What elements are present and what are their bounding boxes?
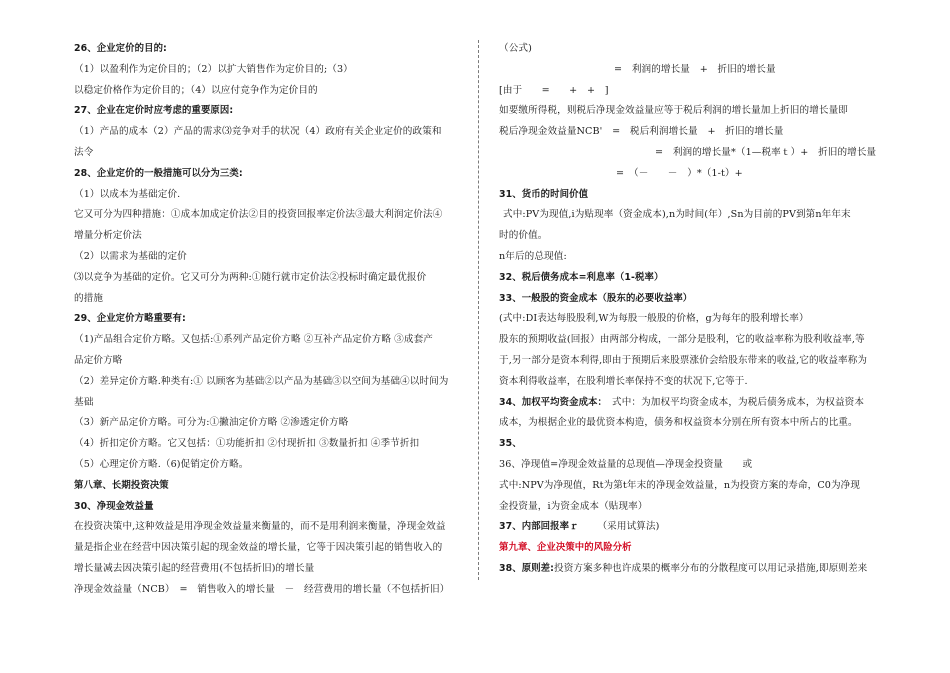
text-line: （公式) xyxy=(499,43,532,54)
formula-line: = （－ － ）*（1-t）+ xyxy=(616,167,743,179)
text-line: 量是指企业在经营中因决策引起的现金效益的增长量，它等于因决策引起的销售收入的 xyxy=(74,542,443,554)
text-line: (式中:DI表达每股股利,W为每股一般股的价格，g为每年的股利增长率） xyxy=(499,313,809,325)
heading-q38: 38、原则差: xyxy=(499,562,554,574)
formula-line: 税后净现金效益量NCB' = 税后利润增长量 + 折旧的增长量 xyxy=(499,126,784,138)
text-line: 基础 xyxy=(74,396,94,408)
heading-q33: 33、一般股的资金成本（股东的必要收益率） xyxy=(499,292,693,304)
text-line: 成本，为根据企业的最优资本构造，债务和权益资本分别在所有资本中所占的比重。 xyxy=(499,417,858,429)
text-line: 股东的预期收益(回报）由两部分构成，一部分是股利，它的收益率称为股利收益率,等 xyxy=(499,334,865,346)
text-inline: 投资方案多种也许成果的概率分布的分散程度可以用记录措施,即原则差来 xyxy=(554,562,868,574)
formula-ncb: 净现金效益量（NCB） = 销售收入的增长量 － 经营费用的增长量（不包括折旧） xyxy=(74,583,450,595)
text-inline: （采用试算法) xyxy=(597,521,660,533)
text-line: 时的价值。 xyxy=(499,230,548,242)
text-line: （1）以盈利作为定价目的；（2）以扩大销售作为定价目的;（3） xyxy=(74,63,353,75)
text-line: 的措施 xyxy=(74,292,104,304)
text-line: n年后的总现值: xyxy=(499,250,567,262)
text-line: （1）产品的成本（2）产品的需求⑶竞争对手的状况（4）政府有关企业定价的政策和 xyxy=(74,126,442,138)
text-line: （2）以需求为基础的定价 xyxy=(74,250,187,262)
heading-q34: 34、加权平均资金成本： xyxy=(499,396,603,408)
heading-q30: 30、净现金效益量 xyxy=(74,500,154,512)
heading-q29: 29、企业定价方略重要有: xyxy=(74,313,186,325)
formula-line: = 利润的增长量 + 折旧的增长量 xyxy=(614,63,776,75)
right-column xyxy=(499,39,887,580)
text-inline: 式中：为加权平均资金成本，为税后债务成本，为权益资本 xyxy=(602,396,865,408)
heading-q32: 32、税后债务成本=利息率（1-税率） xyxy=(499,271,664,283)
text-line: （1）以成本为基础定价. xyxy=(74,188,181,200)
text-line: 它又可分为四种措施：①成本加成定价法②目的投资回报率定价法③最大利润定价法④ xyxy=(74,209,443,221)
chapter-9-heading: 第九章、企业决策中的风险分析 xyxy=(499,542,632,554)
text-line: （5）心理定价方略.（6)促销定价方略。 xyxy=(74,458,249,470)
heading-q35: 35、 xyxy=(499,438,522,450)
text-line: （4）折扣定价方略。它又包括：①功能折扣 ②付现折扣 ③数量折扣 ④季节折扣 xyxy=(74,438,420,450)
text-line: 金投资量，i为资金成本（贴现率） xyxy=(499,500,648,512)
text-line: ⑶以竞争为基础的定价。它又可分为两种:①随行就市定价法②投标时确定最优报价 xyxy=(74,271,427,283)
left-column xyxy=(74,39,456,601)
heading-q28: 28、企业定价的一般措施可以分为三类: xyxy=(74,167,243,179)
text-line: 资本利得收益率，在股利增长率保持不变的状况下,它等于. xyxy=(499,375,748,387)
text-line: 品定价方略 xyxy=(74,354,123,366)
text-line: 式中:PV为现值,i为贴现率（资金成本),n为时间(年）,Sn为目前的PV到第n年年末 xyxy=(503,209,851,221)
column-divider xyxy=(478,40,479,580)
text-line: （2）差异定价方略.种类有:① 以顾客为基础②以产品为基础③以空间为基础④以时间为 xyxy=(74,375,449,387)
text-line: （1)产品组合定价方略。又包括:①系列产品定价方略 ②互补产品定价方略 ③成套产 xyxy=(74,334,433,346)
heading-q31: 31、货币的时间价值 xyxy=(499,188,589,200)
text-line: （3）新产品定价方略。可分为:①撇油定价方略 ②渗透定价方略 xyxy=(74,417,349,429)
chapter-8-heading: 第八章、长期投资决策 xyxy=(74,479,169,491)
heading-q37: 37、内部回报率ｒ xyxy=(499,521,579,533)
text-line: 如要缴所得税，则税后净现金效益量应等于税后利润的增长量加上折旧的增长量即 xyxy=(499,105,848,117)
text-line: 法令 xyxy=(74,146,94,158)
text-line: 式中:NPV为净现值，Rt为第t年末的净现金效益量，n为投资方案的寿命，C0为净现 xyxy=(499,479,861,491)
formula-line: = 利润的增长量*（1—税率ｔ）+ 折旧的增长量 xyxy=(655,146,877,158)
heading-q26: 26、企业定价的目的: xyxy=(74,43,167,54)
text-line: 在投资决策中,这种效益是用净现金效益量来衡量的，而不是用利润来衡量，净现金效益 xyxy=(74,521,446,533)
text-line: 增量分析定价法 xyxy=(74,230,142,242)
text-line: 增长量减去因决策引起的经营费用(不包括折旧)的增长量 xyxy=(74,562,315,574)
text-line: 于,另一部分是资本利得,即由于预期后来股票涨价会给股东带来的收益,它的收益率称为 xyxy=(499,354,868,366)
heading-q27: 27、企业在定价时应考虑的重要原因: xyxy=(74,105,234,117)
text-line: 以稳定价格作为定价目的；（4）以应付竞争作为定价目的 xyxy=(74,84,318,96)
formula-line: [由于 = + + ] xyxy=(499,84,609,96)
text-line: 36、净现值=净现金效益量的总现值—净现金投资量 或 xyxy=(499,458,753,470)
